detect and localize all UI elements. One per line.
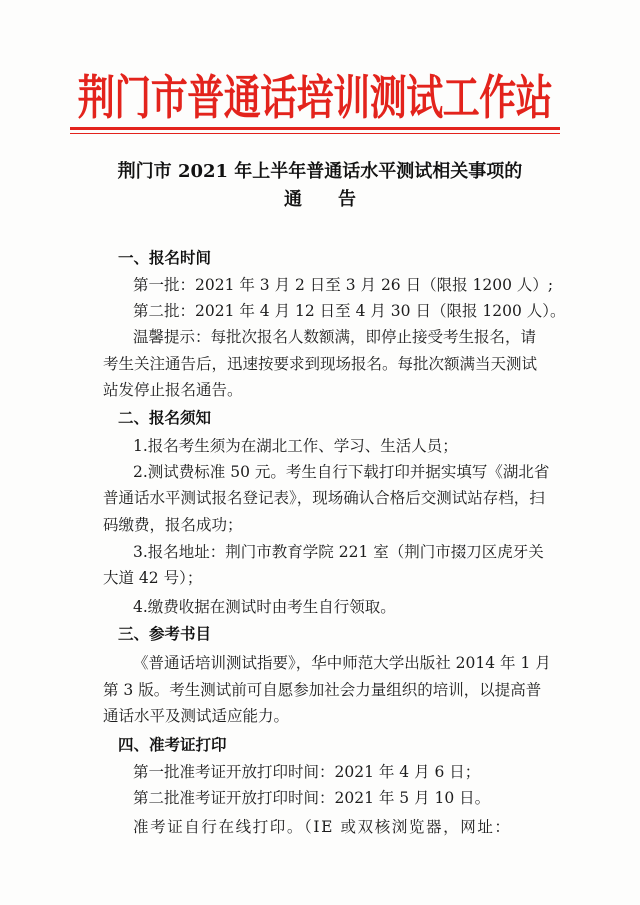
body-line: 4.缴费收据在测试时由考生自行领取。	[133, 598, 396, 616]
section-heading-admission-ticket: 四、准考证打印	[118, 735, 227, 754]
body-line: 大道 42 号）；	[103, 569, 203, 587]
body-line: 第二批准考证开放打印时间：2021 年 5 月 10 日。	[133, 789, 491, 807]
letterhead-rule-thick	[70, 127, 560, 130]
notice-title-line2: 通 告	[284, 189, 356, 210]
body-line: 第 3 版。考生测试前可自愿参加社会力量组织的培训，以提高普	[103, 681, 542, 699]
body-line: 考生关注通告后，迅速按要求到现场报名。每批次额满当天测试	[103, 355, 538, 373]
letterhead-title: 荆门市普通话培训测试工作站	[77, 69, 553, 126]
body-line: 码缴费，报名成功；	[103, 516, 243, 534]
body-line: 2.测试费标准 50 元。考生自行下载打印并据实填写《湖北省	[133, 463, 550, 481]
body-line: 站发停止报名通告。	[103, 381, 243, 399]
body-line: 3.报名地址：荆门市教育学院 221 室（荆门市掇刀区虎牙关	[133, 543, 544, 561]
section-heading-reference-books: 三、参考书目	[118, 624, 212, 643]
body-line: 1.报名考生须为在湖北工作、学习、生活人员；	[133, 437, 458, 455]
body-line: 普通话水平测试报名登记表》，现场确认合格后交测试站存档，扫	[103, 489, 545, 507]
body-line: 通话水平及测试适应能力。	[103, 707, 290, 725]
letterhead-rule-thin	[70, 133, 560, 134]
body-line: 温馨提示：每批次报名人数额满，即停止接受考生报名，请	[133, 328, 537, 346]
body-line: 第一批：2021 年 3 月 2 日至 3 月 26 日（限报 1200 人）;	[133, 276, 554, 294]
section-heading-registration-time: 一、报名时间	[118, 248, 212, 267]
body-line: 《普通话培训测试指要》，华中师范大学出版社 2014 年 1 月	[133, 654, 551, 672]
body-line: 第二批：2021 年 4 月 12 日至 4 月 30 日（限报 1200 人）。	[133, 302, 566, 320]
body-line: 第一批准考证开放打印时间：2021 年 4 月 6 日；	[133, 763, 481, 781]
notice-title-line1: 荆门市 2021 年上半年普通话水平测试相关事项的	[117, 161, 523, 182]
body-line: 准考证自行在线打印。（IE 或双核浏览器，网址：	[133, 818, 512, 836]
section-heading-registration-notes: 二、报名须知	[118, 408, 212, 427]
